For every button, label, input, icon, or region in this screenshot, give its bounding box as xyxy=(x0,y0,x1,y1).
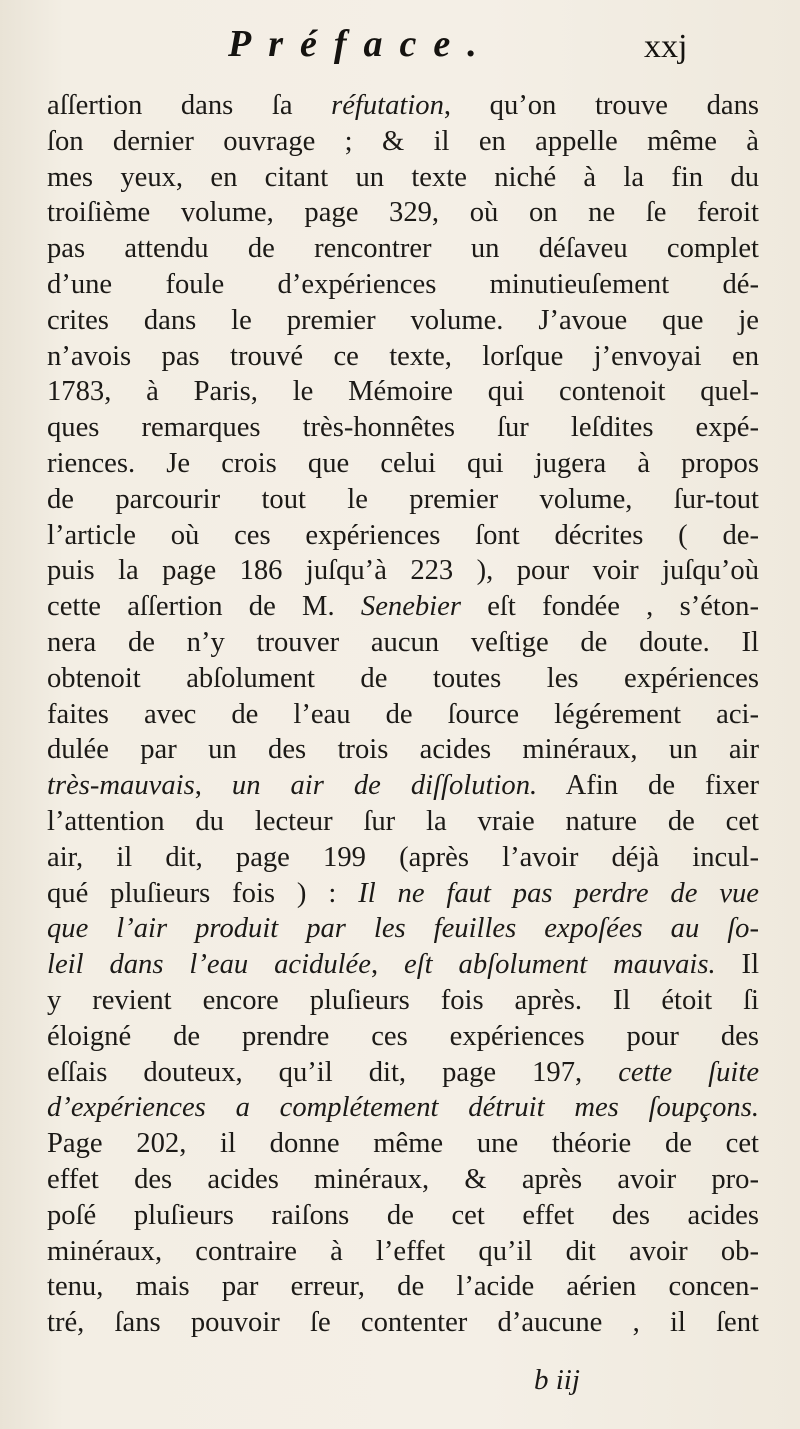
text-segment: , xyxy=(194,770,232,802)
text-segment: de parcourir tout le premier volume, ſur-tout xyxy=(47,483,759,515)
text-line xyxy=(47,1305,759,1341)
text-segment: d’expériences a complétement détruit mes ſoupçons. xyxy=(47,1092,759,1124)
text-line xyxy=(47,195,759,231)
text-segment: réfutation xyxy=(331,90,444,121)
text-segment: y revient encore pluſieurs fois après. Il étoit ſi xyxy=(47,984,759,1016)
text-segment: n’avois pas trouvé ce texte, lorſque j’envoyai en xyxy=(47,340,759,372)
text-segment: troiſième volume, page 329, où on ne ſe feroit xyxy=(47,197,759,229)
page-header xyxy=(0,18,800,78)
text-segment: mes yeux, en citant un texte niché à la fin du xyxy=(47,161,759,193)
text-segment: Afin de fixer xyxy=(537,770,760,802)
text-segment: ques remarques très-honnêtes ſur leſdites expé- xyxy=(47,412,759,444)
text-segment: l’attention du lecteur ſur la vraie nature de cet xyxy=(47,805,759,837)
text-line xyxy=(47,1090,759,1126)
text-segment: Il ne faut pas perdre de vue xyxy=(358,877,759,909)
text-segment: qué pluſieurs fois ) : xyxy=(47,877,359,909)
body-text xyxy=(47,88,759,1341)
text-segment: , qu’on trouve dans xyxy=(443,90,759,121)
text-line xyxy=(47,1162,759,1198)
text-segment: ſon dernier ouvrage ; & il en appelle même à xyxy=(47,125,759,157)
text-line xyxy=(47,840,759,876)
text-segment: Il xyxy=(715,949,760,981)
signature-mark: b iij xyxy=(534,1364,580,1396)
text-line xyxy=(47,768,759,804)
text-segment: très-mauvais xyxy=(47,770,195,802)
text-line xyxy=(47,410,759,446)
text-line xyxy=(47,732,759,768)
text-segment: aſſertion dans ſa xyxy=(47,90,332,121)
text-line xyxy=(47,1126,759,1162)
text-line xyxy=(47,1055,759,1091)
text-segment: obtenoit abſolument de toutes les expériences xyxy=(47,662,759,694)
text-line xyxy=(47,160,759,196)
text-line xyxy=(47,876,759,912)
text-segment: d’une foule d’expériences minutieuſement dé- xyxy=(47,268,759,300)
text-line xyxy=(47,804,759,840)
text-line xyxy=(47,1269,759,1305)
text-line xyxy=(47,553,759,589)
text-line xyxy=(47,482,759,518)
text-line xyxy=(47,1234,759,1270)
text-line xyxy=(47,911,759,947)
text-line xyxy=(47,374,759,410)
text-line xyxy=(47,231,759,267)
text-segment: dulée par un des trois acides minéraux, un air xyxy=(47,734,759,766)
text-segment: 1783, à Paris, le Mémoire qui contenoit quel- xyxy=(47,376,759,408)
text-segment: riences. Je crois que celui qui jugera à propos xyxy=(47,447,759,479)
text-line xyxy=(47,661,759,697)
text-segment: un air de diſſolution. xyxy=(231,770,538,802)
text-segment: pas attendu de rencontrer un déſaveu complet xyxy=(47,233,759,265)
text-segment: que l’air produit par les feuilles expoſées au ſo- xyxy=(47,913,759,945)
text-segment: minéraux, contraire à l’effet qu’il dit avoir ob- xyxy=(47,1235,759,1267)
page-number: xxj xyxy=(644,28,688,65)
text-line xyxy=(47,1019,759,1055)
text-line xyxy=(47,697,759,733)
text-segment: cette ſuite xyxy=(618,1056,760,1088)
text-segment: Page 202, il donne même une théorie de cet xyxy=(47,1128,759,1160)
text-line xyxy=(47,518,759,554)
text-segment: cette aſſertion de M. xyxy=(47,591,361,623)
text-line xyxy=(47,339,759,375)
text-segment: puis la page 186 juſqu’à 223 ), pour voir juſqu’où xyxy=(47,555,759,587)
text-segment: faites avec de l’eau de ſource légérement aci- xyxy=(47,698,759,730)
text-segment: air, il dit, page 199 (après l’avoir déjà incul- xyxy=(47,841,759,873)
text-segment: eſſais douteux, qu’il dit, page 197, xyxy=(47,1056,619,1088)
text-segment: éloigné de prendre ces expériences pour des xyxy=(47,1020,759,1052)
text-line xyxy=(47,1198,759,1234)
text-segment: nera de n’y trouver aucun veſtige de doute. Il xyxy=(47,626,759,658)
text-segment: tenu, mais par erreur, de l’acide aérien concen- xyxy=(47,1271,759,1303)
running-title: Préface. xyxy=(228,23,494,65)
text-line xyxy=(47,983,759,1019)
text-line xyxy=(47,947,759,983)
text-line xyxy=(47,625,759,661)
text-segment: eſt abſolument mauvais. xyxy=(404,949,716,981)
text-segment: crites dans le premier volume. J’avoue que je xyxy=(47,304,759,336)
text-segment: leil dans l’eau acidulée xyxy=(47,949,371,981)
text-line xyxy=(47,267,759,303)
text-segment: eſt fondée , s’éton- xyxy=(460,591,759,623)
text-segment: l’article où ces expériences ſont décrites ( de- xyxy=(47,519,759,551)
text-segment: , xyxy=(370,949,405,981)
text-line xyxy=(47,303,759,339)
text-line xyxy=(47,446,759,482)
text-line xyxy=(47,589,759,625)
text-line xyxy=(47,124,759,160)
text-line xyxy=(47,88,759,124)
text-segment: poſé pluſieurs raiſons de cet effet des acides xyxy=(47,1199,759,1231)
text-segment: tré, ſans pouvoir ſe contenter d’aucune , il ſent xyxy=(47,1307,759,1339)
text-segment: effet des acides minéraux, & après avoir pro- xyxy=(47,1163,759,1195)
text-segment: Senebier xyxy=(360,591,461,623)
